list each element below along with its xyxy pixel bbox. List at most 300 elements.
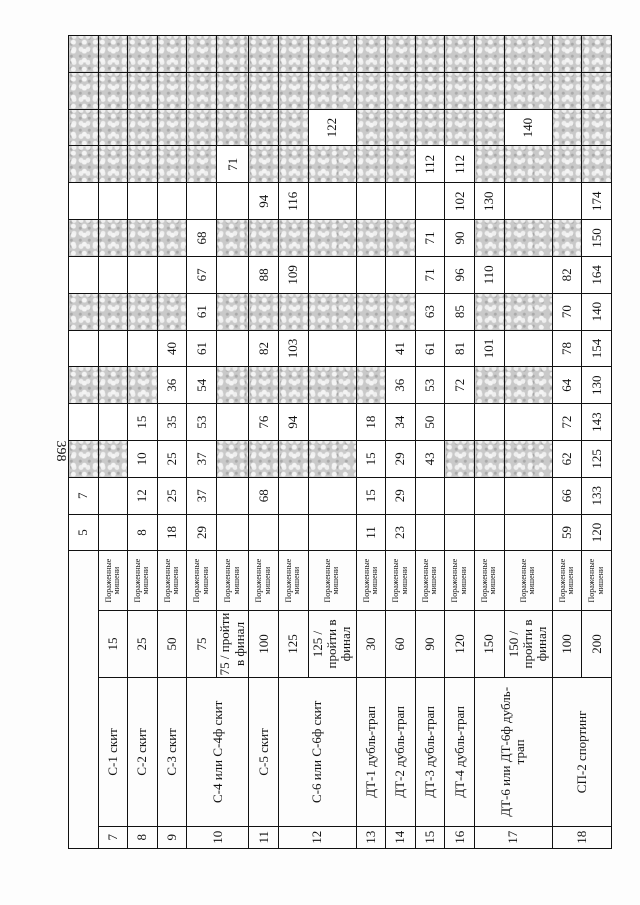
score-cell (415, 109, 445, 146)
hits-label-cell: Пораженные мишени (98, 551, 128, 610)
score-cell (98, 514, 128, 551)
score-cell: 130 (475, 183, 505, 220)
score-cell (475, 514, 505, 551)
score-cell: 101 (475, 330, 505, 367)
score-cell (308, 330, 356, 367)
score-cell: 125 (582, 441, 612, 478)
row-number-cell: 18 (552, 826, 611, 848)
hits-label-cell: Пораженные мишени (128, 551, 158, 610)
score-cell (249, 220, 279, 257)
exercise-name-cell: С-3 скит (157, 678, 187, 826)
score-cell: 94 (279, 404, 309, 441)
score-cell (386, 36, 416, 73)
header-value-cell: 5 (69, 514, 99, 551)
score-cell (128, 72, 158, 109)
table-row (415, 36, 445, 849)
score-cell (582, 109, 612, 146)
score-cell (504, 72, 552, 109)
score-cell (279, 36, 309, 73)
score-cell: 90 (445, 220, 475, 257)
header-value-cell (69, 367, 99, 404)
score-cell: 10 (128, 441, 158, 478)
score-cell (216, 514, 248, 551)
score-cell: 35 (157, 404, 187, 441)
score-cell (98, 146, 128, 183)
score-cell (98, 220, 128, 257)
score-cell: 25 (157, 441, 187, 478)
score-cell: 23 (386, 514, 416, 551)
score-cell: 78 (552, 330, 582, 367)
score-cell (308, 477, 356, 514)
rotated-table-container (68, 35, 612, 849)
target-count-cell: 150 / пройти в финал (504, 610, 552, 677)
score-cell: 29 (386, 477, 416, 514)
score-cell (445, 36, 475, 73)
score-cell (128, 109, 158, 146)
target-count-cell: 125 (279, 610, 309, 677)
score-cell (308, 146, 356, 183)
score-cell (356, 256, 386, 293)
score-cell (356, 109, 386, 146)
score-cell (504, 293, 552, 330)
target-count-cell: 90 (415, 610, 445, 677)
score-cell: 122 (308, 109, 356, 146)
hits-label-cell: Пораженные мишени (386, 551, 416, 610)
score-cell (98, 183, 128, 220)
score-cell (249, 441, 279, 478)
score-cell (386, 293, 416, 330)
score-cell (475, 109, 505, 146)
header-value-cell (69, 256, 99, 293)
score-cell: 112 (415, 146, 445, 183)
target-count-cell: 75 / пройти в финал (216, 610, 248, 677)
score-cell (216, 72, 248, 109)
target-count-cell: 75 (187, 610, 217, 677)
score-cell (475, 36, 505, 73)
row-number-cell: 16 (445, 826, 475, 848)
score-cell (249, 514, 279, 551)
score-cell: 71 (415, 256, 445, 293)
score-cell (504, 220, 552, 257)
header-value-cell: 7 (69, 477, 99, 514)
header-value-cell (69, 36, 99, 73)
score-cell (386, 220, 416, 257)
score-cell (552, 109, 582, 146)
score-cell (504, 146, 552, 183)
score-cell (308, 256, 356, 293)
header-value-cell (69, 404, 99, 441)
score-cell (582, 72, 612, 109)
table-row (157, 36, 187, 849)
header-value-cell (69, 72, 99, 109)
hits-label-cell: Пораженные мишени (157, 551, 187, 610)
score-cell (504, 330, 552, 367)
score-cell (445, 477, 475, 514)
score-cell (157, 183, 187, 220)
table-row (552, 36, 582, 849)
score-cell (157, 256, 187, 293)
score-cell: 12 (128, 477, 158, 514)
score-cell: 71 (216, 146, 248, 183)
score-cell (98, 441, 128, 478)
score-cell (504, 256, 552, 293)
exercise-name-cell: С-1 скит (98, 678, 128, 826)
hits-label-cell: Пораженные мишени (552, 551, 582, 610)
score-cell: 67 (187, 256, 217, 293)
score-cell (475, 220, 505, 257)
score-cell (128, 256, 158, 293)
score-cell: 130 (582, 367, 612, 404)
score-cell: 61 (187, 293, 217, 330)
score-cell: 154 (582, 330, 612, 367)
score-cell: 85 (445, 293, 475, 330)
score-cell (308, 293, 356, 330)
score-cell (249, 367, 279, 404)
score-cell (445, 72, 475, 109)
score-cell: 37 (187, 441, 217, 478)
score-cell (98, 36, 128, 73)
score-cell: 140 (504, 109, 552, 146)
row-number-cell: 15 (415, 826, 445, 848)
score-cell (415, 514, 445, 551)
score-cell (157, 146, 187, 183)
score-cell: 66 (552, 477, 582, 514)
header-value-cell (69, 330, 99, 367)
score-cell (475, 404, 505, 441)
exercise-name-cell: С-5 скит (249, 678, 279, 826)
score-cell: 53 (415, 367, 445, 404)
score-cell (356, 220, 386, 257)
row-number-cell: 9 (157, 826, 187, 848)
score-cell: 82 (552, 256, 582, 293)
score-cell (445, 404, 475, 441)
score-cell (308, 367, 356, 404)
header-value-cell (69, 293, 99, 330)
score-cell (415, 183, 445, 220)
score-cell: 150 (582, 220, 612, 257)
header-value-cell (69, 146, 99, 183)
score-cell (279, 220, 309, 257)
score-cell (128, 183, 158, 220)
score-cell (216, 477, 248, 514)
table-row (187, 36, 217, 849)
score-cell: 61 (187, 330, 217, 367)
hits-label-cell: Пораженные мишени (279, 551, 309, 610)
table-header-row (69, 36, 99, 849)
score-cell (98, 109, 128, 146)
score-cell: 59 (552, 514, 582, 551)
score-cell (504, 477, 552, 514)
row-number-cell: 11 (249, 826, 279, 848)
score-cell: 41 (386, 330, 416, 367)
score-cell: 11 (356, 514, 386, 551)
score-cell: 164 (582, 256, 612, 293)
exercise-name-cell: ДТ-1 дубль-трап (356, 678, 386, 826)
score-cell: 81 (445, 330, 475, 367)
score-cell: 34 (386, 404, 416, 441)
score-cell (216, 441, 248, 478)
score-cell: 76 (249, 404, 279, 441)
score-cell (98, 477, 128, 514)
score-cell: 88 (249, 256, 279, 293)
exercise-name-cell: ДТ-2 дубль-трап (386, 678, 416, 826)
score-cell (475, 146, 505, 183)
score-cell (308, 404, 356, 441)
score-cell (386, 109, 416, 146)
hits-label-cell: Пораженные мишени (187, 551, 217, 610)
score-cell (279, 72, 309, 109)
score-cell (216, 256, 248, 293)
score-cell: 50 (415, 404, 445, 441)
exercise-name-cell: С-6 или С-6ф скит (279, 678, 357, 826)
score-cell (157, 72, 187, 109)
score-cell (445, 109, 475, 146)
header-value-cell (69, 220, 99, 257)
score-cell: 68 (249, 477, 279, 514)
score-cell (187, 183, 217, 220)
score-cell (552, 72, 582, 109)
score-cell (552, 220, 582, 257)
score-cell: 64 (552, 367, 582, 404)
score-cell (475, 293, 505, 330)
exercise-name-cell: ДТ-4 дубль-трап (445, 678, 475, 826)
hits-label-cell: Пораженные мишени (415, 551, 445, 610)
score-cell: 68 (187, 220, 217, 257)
score-cell (128, 220, 158, 257)
score-cell: 94 (249, 183, 279, 220)
target-count-cell: 120 (445, 610, 475, 677)
exercise-name-cell: С-2 скит (128, 678, 158, 826)
score-cell: 8 (128, 514, 158, 551)
score-cell: 62 (552, 441, 582, 478)
row-number-cell: 17 (475, 826, 553, 848)
row-number-cell: 13 (356, 826, 386, 848)
score-cell (386, 72, 416, 109)
header-value-cell (69, 183, 99, 220)
score-cell: 143 (582, 404, 612, 441)
score-cell (216, 404, 248, 441)
hits-label-cell: Пораженные мишени (356, 551, 386, 610)
score-cell (249, 36, 279, 73)
target-count-cell: 15 (98, 610, 128, 677)
score-cell (98, 293, 128, 330)
score-cell (216, 293, 248, 330)
score-cell (386, 256, 416, 293)
hits-label-cell: Пораженные мишени (216, 551, 248, 610)
exercise-name-cell: ДТ-3 дубль-трап (415, 678, 445, 826)
score-cell (308, 36, 356, 73)
score-cell: 71 (415, 220, 445, 257)
score-cell (504, 404, 552, 441)
score-cell (98, 72, 128, 109)
row-number-cell: 14 (386, 826, 416, 848)
score-cell (308, 514, 356, 551)
score-cell (128, 367, 158, 404)
score-cell (475, 441, 505, 478)
score-cell: 15 (356, 477, 386, 514)
score-cell (504, 514, 552, 551)
score-cell (356, 36, 386, 73)
score-cell (356, 367, 386, 404)
score-cell (504, 441, 552, 478)
score-cell (475, 477, 505, 514)
score-cell: 72 (552, 404, 582, 441)
score-cell (552, 146, 582, 183)
score-cell (415, 477, 445, 514)
exercise-name-cell: ДТ-6 или ДТ-6ф дубль-трап (475, 678, 553, 826)
score-cell (445, 514, 475, 551)
score-cell: 109 (279, 256, 309, 293)
header-value-cell (69, 441, 99, 478)
score-cell (356, 146, 386, 183)
score-cell (308, 183, 356, 220)
score-cell: 53 (187, 404, 217, 441)
table-row (475, 36, 505, 849)
row-number-cell: 12 (279, 826, 357, 848)
score-cell: 43 (415, 441, 445, 478)
score-cell (415, 72, 445, 109)
target-count-cell: 60 (386, 610, 416, 677)
score-cell (356, 72, 386, 109)
score-cell (216, 367, 248, 404)
score-cell: 15 (356, 441, 386, 478)
target-count-cell: 125 / пройти в финал (308, 610, 356, 677)
header-value-cell (69, 109, 99, 146)
score-cell (128, 293, 158, 330)
hits-label-cell: Пораженные мишени (308, 551, 356, 610)
score-cell (98, 367, 128, 404)
score-cell (308, 441, 356, 478)
score-cell: 61 (415, 330, 445, 367)
score-cell: 18 (356, 404, 386, 441)
row-number-cell: 10 (187, 826, 249, 848)
score-cell: 70 (552, 293, 582, 330)
score-cell: 96 (445, 256, 475, 293)
score-cell (98, 330, 128, 367)
score-cell: 18 (157, 514, 187, 551)
score-cell: 133 (582, 477, 612, 514)
score-cell: 15 (128, 404, 158, 441)
target-count-cell: 30 (356, 610, 386, 677)
target-count-cell: 100 (552, 610, 582, 677)
target-count-cell: 100 (249, 610, 279, 677)
hits-label-cell: Пораженные мишени (445, 551, 475, 610)
score-cell: 54 (187, 367, 217, 404)
target-count-cell: 50 (157, 610, 187, 677)
table-row (128, 36, 158, 849)
score-cell: 29 (386, 441, 416, 478)
target-count-cell: 25 (128, 610, 158, 677)
score-cell: 116 (279, 183, 309, 220)
row-number-cell: 7 (98, 826, 128, 848)
score-cell: 29 (187, 514, 217, 551)
score-cell (157, 293, 187, 330)
row-number-cell: 8 (128, 826, 158, 848)
score-cell (356, 293, 386, 330)
score-cell (216, 36, 248, 73)
score-cell (128, 146, 158, 183)
score-cell: 120 (582, 514, 612, 551)
score-cell: 72 (445, 367, 475, 404)
hits-label-cell: Пораженные мишени (582, 551, 612, 610)
score-cell (187, 109, 217, 146)
score-cell (216, 109, 248, 146)
score-cell (279, 514, 309, 551)
score-cell (582, 146, 612, 183)
score-cell (249, 109, 279, 146)
score-cell (504, 367, 552, 404)
table-row (356, 36, 386, 849)
score-cell (386, 183, 416, 220)
score-cell (157, 220, 187, 257)
header-blank-cell (69, 551, 99, 849)
page-number: 398 (53, 440, 68, 462)
score-cell (308, 220, 356, 257)
score-cell (216, 330, 248, 367)
score-cell: 36 (386, 367, 416, 404)
score-cell: 63 (415, 293, 445, 330)
score-cell (279, 477, 309, 514)
score-cell: 102 (445, 183, 475, 220)
hits-label-cell: Пораженные мишени (249, 551, 279, 610)
score-cell (279, 293, 309, 330)
score-cell (552, 183, 582, 220)
score-cell (445, 441, 475, 478)
score-cell (98, 256, 128, 293)
score-cell: 103 (279, 330, 309, 367)
target-count-cell: 150 (475, 610, 505, 677)
exercise-name-cell: СП-2 спортинг (552, 678, 611, 826)
table-row (279, 36, 309, 849)
hits-label-cell: Пораженные мишени (475, 551, 505, 610)
score-cell (98, 404, 128, 441)
score-cell: 82 (249, 330, 279, 367)
score-cell (504, 183, 552, 220)
score-cell (279, 367, 309, 404)
score-cell: 112 (445, 146, 475, 183)
score-cell (356, 183, 386, 220)
hits-label-cell: Пораженные мишени (504, 551, 552, 610)
score-cell: 37 (187, 477, 217, 514)
score-cell (216, 183, 248, 220)
score-cell (128, 36, 158, 73)
score-cell (128, 330, 158, 367)
score-cell (504, 36, 552, 73)
score-cell (582, 36, 612, 73)
score-cell (279, 109, 309, 146)
score-cell (475, 72, 505, 109)
table-row (249, 36, 279, 849)
table-row (98, 36, 128, 849)
score-cell (187, 72, 217, 109)
score-cell: 140 (582, 293, 612, 330)
score-cell (279, 441, 309, 478)
table-row (386, 36, 416, 849)
score-cell (356, 330, 386, 367)
score-cell (386, 146, 416, 183)
score-cell (249, 72, 279, 109)
score-cell (308, 72, 356, 109)
score-cell (216, 220, 248, 257)
score-cell (157, 109, 187, 146)
qualification-table (68, 35, 612, 849)
score-cell (249, 293, 279, 330)
score-cell: 25 (157, 477, 187, 514)
score-cell (279, 146, 309, 183)
score-cell: 110 (475, 256, 505, 293)
score-cell (552, 36, 582, 73)
score-cell: 40 (157, 330, 187, 367)
